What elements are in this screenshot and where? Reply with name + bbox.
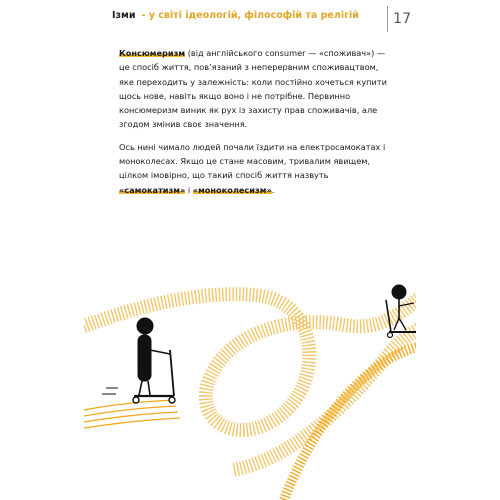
paragraph-example <box>119 140 394 197</box>
page-header <box>112 6 416 26</box>
paragraph-definition <box>119 46 394 132</box>
rider-head <box>137 318 153 334</box>
highlighted-term-scooterism: «самокатизм» <box>119 184 186 195</box>
scooter-rider-left <box>102 318 175 403</box>
rider-head <box>392 285 406 299</box>
section-title: Ізми <box>112 10 136 21</box>
page-body <box>119 46 394 205</box>
scooter-illustration <box>84 270 416 500</box>
rider-body <box>138 335 151 381</box>
period-text: . <box>271 184 275 195</box>
paragraph-definition-text: (від англійського consumer — «споживач») — це спосіб життя, пов’язаний з неперервним споживацтвом, яке переходить у залежність: коли постійно хочеться купити щось нове, навіть якщо воно і не потрібне. Первинно консюмеризм виник як рух із захисту прав споживачів, але згодом змінив своє значення. <box>119 48 387 130</box>
book-page <box>84 0 416 500</box>
section-subtitle-text: у світі ідеологій, філософій та релігій <box>148 10 359 21</box>
paragraph-example-text: Ось нині чимало людей почали їздити на електросамокатах і моноколесах. Якщо це стане масовим, тривалим явищем, цілком імовірно, що такий спосіб життя назвуть <box>119 141 386 181</box>
page-number: 17 <box>393 11 411 27</box>
section-subtitle: - у світі ідеологій, філософій та релігій <box>141 10 359 21</box>
highlighted-term-monowheelism: «моноколесизм» <box>192 184 272 195</box>
header-divider <box>387 6 388 32</box>
conjunction-text: і <box>185 184 193 195</box>
highlighted-term-consumerism: Консюмеризм <box>119 48 186 58</box>
road-lines <box>84 400 180 428</box>
